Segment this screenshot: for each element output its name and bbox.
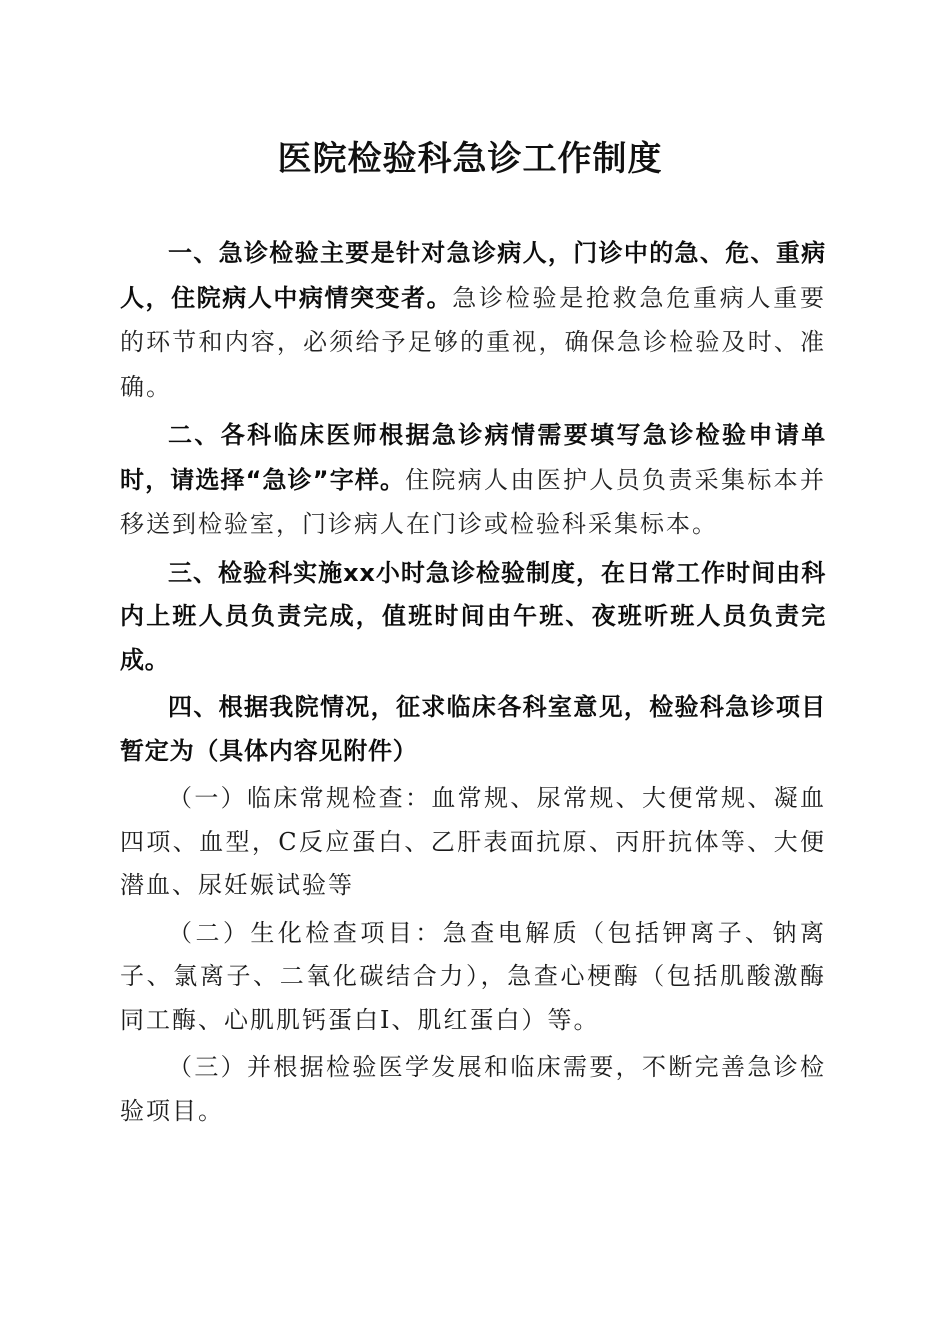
section-4-item-3: （三）并根据检验医学发展和临床需要，不断完善急诊检验项目。 xyxy=(120,1053,826,1125)
section-4-item-1: （一）临床常规检查：血常规、尿常规、大便常规、凝血四项、血型，C反应蛋白、乙肝表面抗原、丙肝抗体等、大便潜血、尿妊娠试验等 xyxy=(120,784,826,899)
section-2-lead: 二、各科临床医师根据急诊病情需要填写急诊检验申请单时，请选择“急诊”字样。 xyxy=(120,421,826,494)
section-4-item-2: （二）生化检查项目：急查电解质（包括钾离子、钠离子、氯离子、二氧化碳结合力），急查心梗酶（包括肌酸激酶同工酶、心肌肌钙蛋白I、肌红蛋白）等。 xyxy=(120,918,826,1034)
section-2-rest: 住院病人由医护人员负责采集标本并移送到检验室，门诊病人在门诊或检验科采集标本。 xyxy=(120,465,826,538)
section-1 xyxy=(120,232,826,410)
section-2 xyxy=(120,414,826,548)
document-title: 医院检验科急诊工作制度 xyxy=(277,139,663,179)
section-1-rest: 急诊检验是抢救急危重病人重要的环节和内容，必须给予足够的重视，确保急诊检验及时、准确。 xyxy=(120,283,826,401)
section-4: 四、根据我院情况，征求临床各科室意见，检验科急诊项目暂定为（具体内容见附件） xyxy=(120,693,826,765)
section-1-lead: 一、急诊检验主要是针对急诊病人，门诊中的急、危、重病人，住院病人中病情突变者。 xyxy=(120,239,826,312)
section-3: 三、检验科实施xx小时急诊检验制度，在日常工作时间由科内上班人员负责完成，值班时间由午班、夜班听班人员负责完成。 xyxy=(120,558,826,674)
document-body xyxy=(120,232,826,1133)
